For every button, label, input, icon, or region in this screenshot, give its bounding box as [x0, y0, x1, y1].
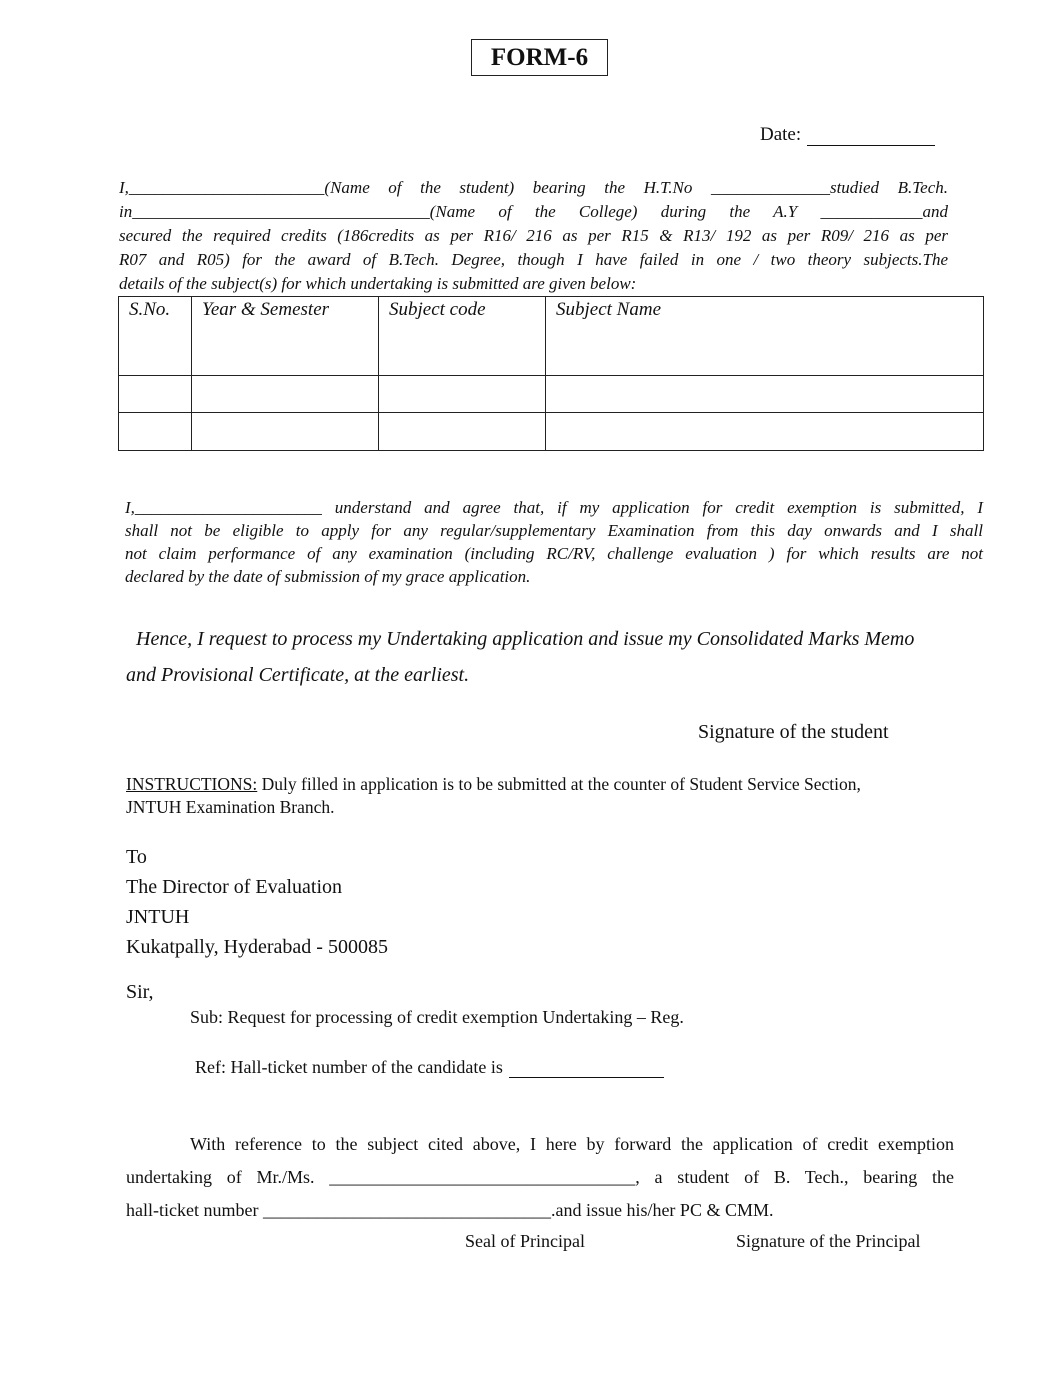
- undertaking-line: declared by the date of submission of my grace application.: [125, 567, 531, 586]
- column-header-year-semester: Year & Semester: [192, 297, 379, 376]
- forward-line: hall-ticket number ________________________________.and issue his/her PC & CMM.: [126, 1200, 774, 1220]
- column-header-subject-name: Subject Name: [546, 297, 984, 376]
- date-label: Date:: [760, 124, 802, 145]
- table-cell[interactable]: [119, 376, 192, 413]
- request-paragraph: [126, 621, 966, 693]
- column-header-sno: S.No.: [119, 297, 192, 376]
- declaration-paragraph: [119, 176, 948, 296]
- form-title: FORM-6: [471, 39, 608, 76]
- table-row: [119, 413, 984, 451]
- forward-line: undertaking of Mr./Ms. __________________________________, a student of B. Tech., bearing the: [126, 1167, 954, 1187]
- declaration-line: R07 and R05) for the award of B.Tech. Degree, though I have failed in one / two theory subjects.The: [119, 250, 948, 269]
- table-cell[interactable]: [192, 413, 379, 451]
- student-signature-label: Signature of the student: [698, 721, 889, 743]
- address-line: The Director of Evaluation: [126, 876, 343, 898]
- instructions: [126, 773, 956, 819]
- hall-ticket-blank[interactable]: [509, 1059, 664, 1078]
- subject-line: Sub: Request for processing of credit exemption Undertaking – Reg.: [190, 1007, 684, 1027]
- reference-line: [195, 1057, 664, 1078]
- request-line: Hence, I request to process my Undertaking application and issue my Consolidated Marks Memo: [136, 628, 915, 650]
- date-blank[interactable]: [807, 125, 935, 146]
- reference-text: Ref: Hall-ticket number of the candidate is: [195, 1057, 503, 1077]
- instructions-text: JNTUH Examination Branch.: [126, 797, 335, 817]
- address-line: Kukatpally, Hyderabad - 500085: [126, 936, 388, 958]
- declaration-line: I,_______________________(Name of the student) bearing the H.T.No ______________studied B.Tech.: [119, 178, 948, 197]
- date-field: [760, 124, 935, 146]
- table-cell[interactable]: [192, 376, 379, 413]
- table-row: [119, 376, 984, 413]
- principal-seal-label: Seal of Principal: [465, 1231, 585, 1251]
- table-cell[interactable]: [379, 413, 546, 451]
- instructions-label: INSTRUCTIONS:: [126, 774, 258, 794]
- salutation: Sir,: [126, 981, 154, 1003]
- column-header-subject-code: Subject code: [379, 297, 546, 376]
- undertaking-paragraph: [125, 496, 983, 588]
- undertaking-line: not claim performance of any examination (including RC/RV, challenge evaluation ) for which results are not: [125, 544, 983, 563]
- request-line: and Provisional Certificate, at the earliest.: [126, 664, 470, 686]
- table-cell[interactable]: [546, 376, 984, 413]
- forward-line: With reference to the subject cited above, I here by forward the application of credit exemption: [190, 1134, 954, 1154]
- principal-signature-label: Signature of the Principal: [736, 1231, 921, 1251]
- table-cell[interactable]: [379, 376, 546, 413]
- table-cell[interactable]: [546, 413, 984, 451]
- table-header-row: [119, 297, 984, 376]
- undertaking-line: I,______________________ understand and agree that, if my application for credit exemption is submitted, I: [125, 498, 983, 517]
- declaration-line: in___________________________________(Name of the College) during the A.Y ____________and: [119, 202, 948, 221]
- declaration-line: secured the required credits (186credits as per R16/ 216 as per R15 & R13/ 192 as per R09/ 216 as per: [119, 226, 948, 245]
- address-block: [126, 842, 388, 962]
- address-line: JNTUH: [126, 906, 190, 928]
- table-cell[interactable]: [119, 413, 192, 451]
- instructions-text: Duly filled in application is to be submitted at the counter of Student Service Section,: [257, 774, 861, 794]
- subjects-table: [118, 296, 984, 451]
- forward-paragraph: [126, 1128, 954, 1227]
- declaration-line: details of the subject(s) for which undertaking is submitted are given below:: [119, 274, 637, 293]
- address-to: To: [126, 846, 147, 868]
- undertaking-line: shall not be eligible to apply for any regular/supplementary Examination from this day onwards and I shall: [125, 521, 983, 540]
